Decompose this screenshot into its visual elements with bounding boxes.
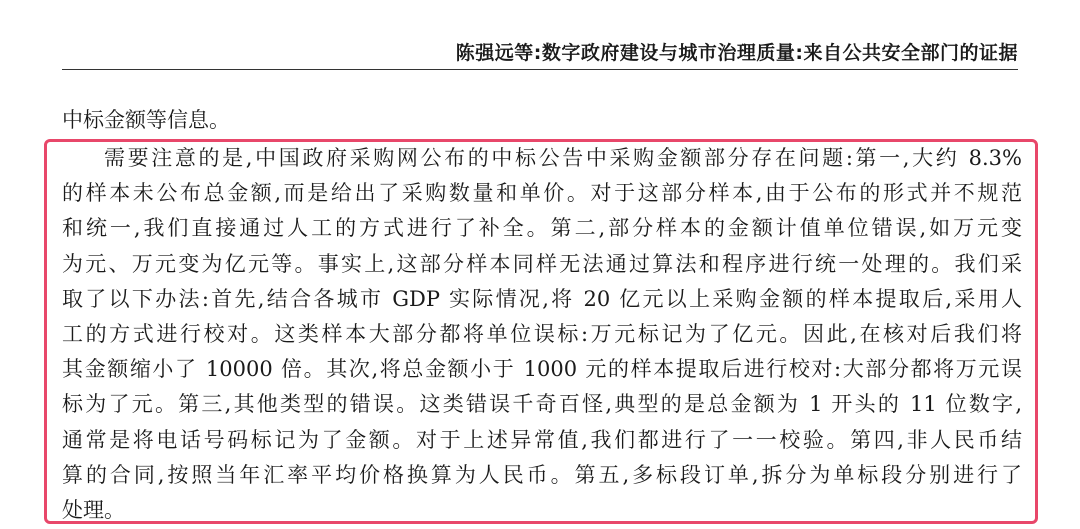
header-divider [62,69,1018,70]
paragraph-line: 和统一,我们直接通过人工的方式进行了补全。第二,部分样本的金额计值单位错误,如万元变 [62,216,1022,241]
paragraph-line: 通常是将电话号码标记为了金额。对于上述异常值,我们都进行了一一校验。第四,非人民币结 [62,427,1022,452]
paragraph-line: 取了以下办法:首先,结合各城市 GDP 实际情况,将 20 亿元以上采购金额的样本提取后,采用人 [62,286,1022,311]
highlighted-paragraph [62,141,1022,528]
paragraph-line: 其金额缩小了 10000 倍。其次,将总金额小于 1000 元的样本提取后进行校对:大部分都将万元误 [62,357,1022,382]
paragraph-line: 算的合同,按照当年汇率平均价格换算为人民币。第五,多标段订单,拆分为单标段分别进行了 [62,462,1022,487]
paragraph-line: 工的方式进行校对。这类样本大部分都将单位误标:万元标记为了亿元。因此,在核对后我们将 [62,322,1022,347]
paragraph-line: 需要注意的是,中国政府采购网公布的中标公告中采购金额部分存在问题:第一,大约 8.3% [104,146,1022,170]
paragraph-line: 处理。 [62,498,125,523]
paragraph-line: 为元、万元变为亿元等。事实上,这部分样本同样无法通过算法和程序进行统一处理的。我们采 [62,251,1022,276]
lead-line: 中标金额等信息。 [62,108,230,132]
running-header-title: 陈强远等:数字政府建设与城市治理质量:来自公共安全部门的证据 [455,42,1018,64]
paragraph-line: 标为了元。第三,其他类型的错误。这类错误千奇百怪,典型的是总金额为 1 开头的 11 位数字, [62,392,1022,417]
paragraph-line: 的样本未公布总金额,而是给出了采购数量和单价。对于这部分样本,由于公布的形式并不规范 [62,181,1022,206]
